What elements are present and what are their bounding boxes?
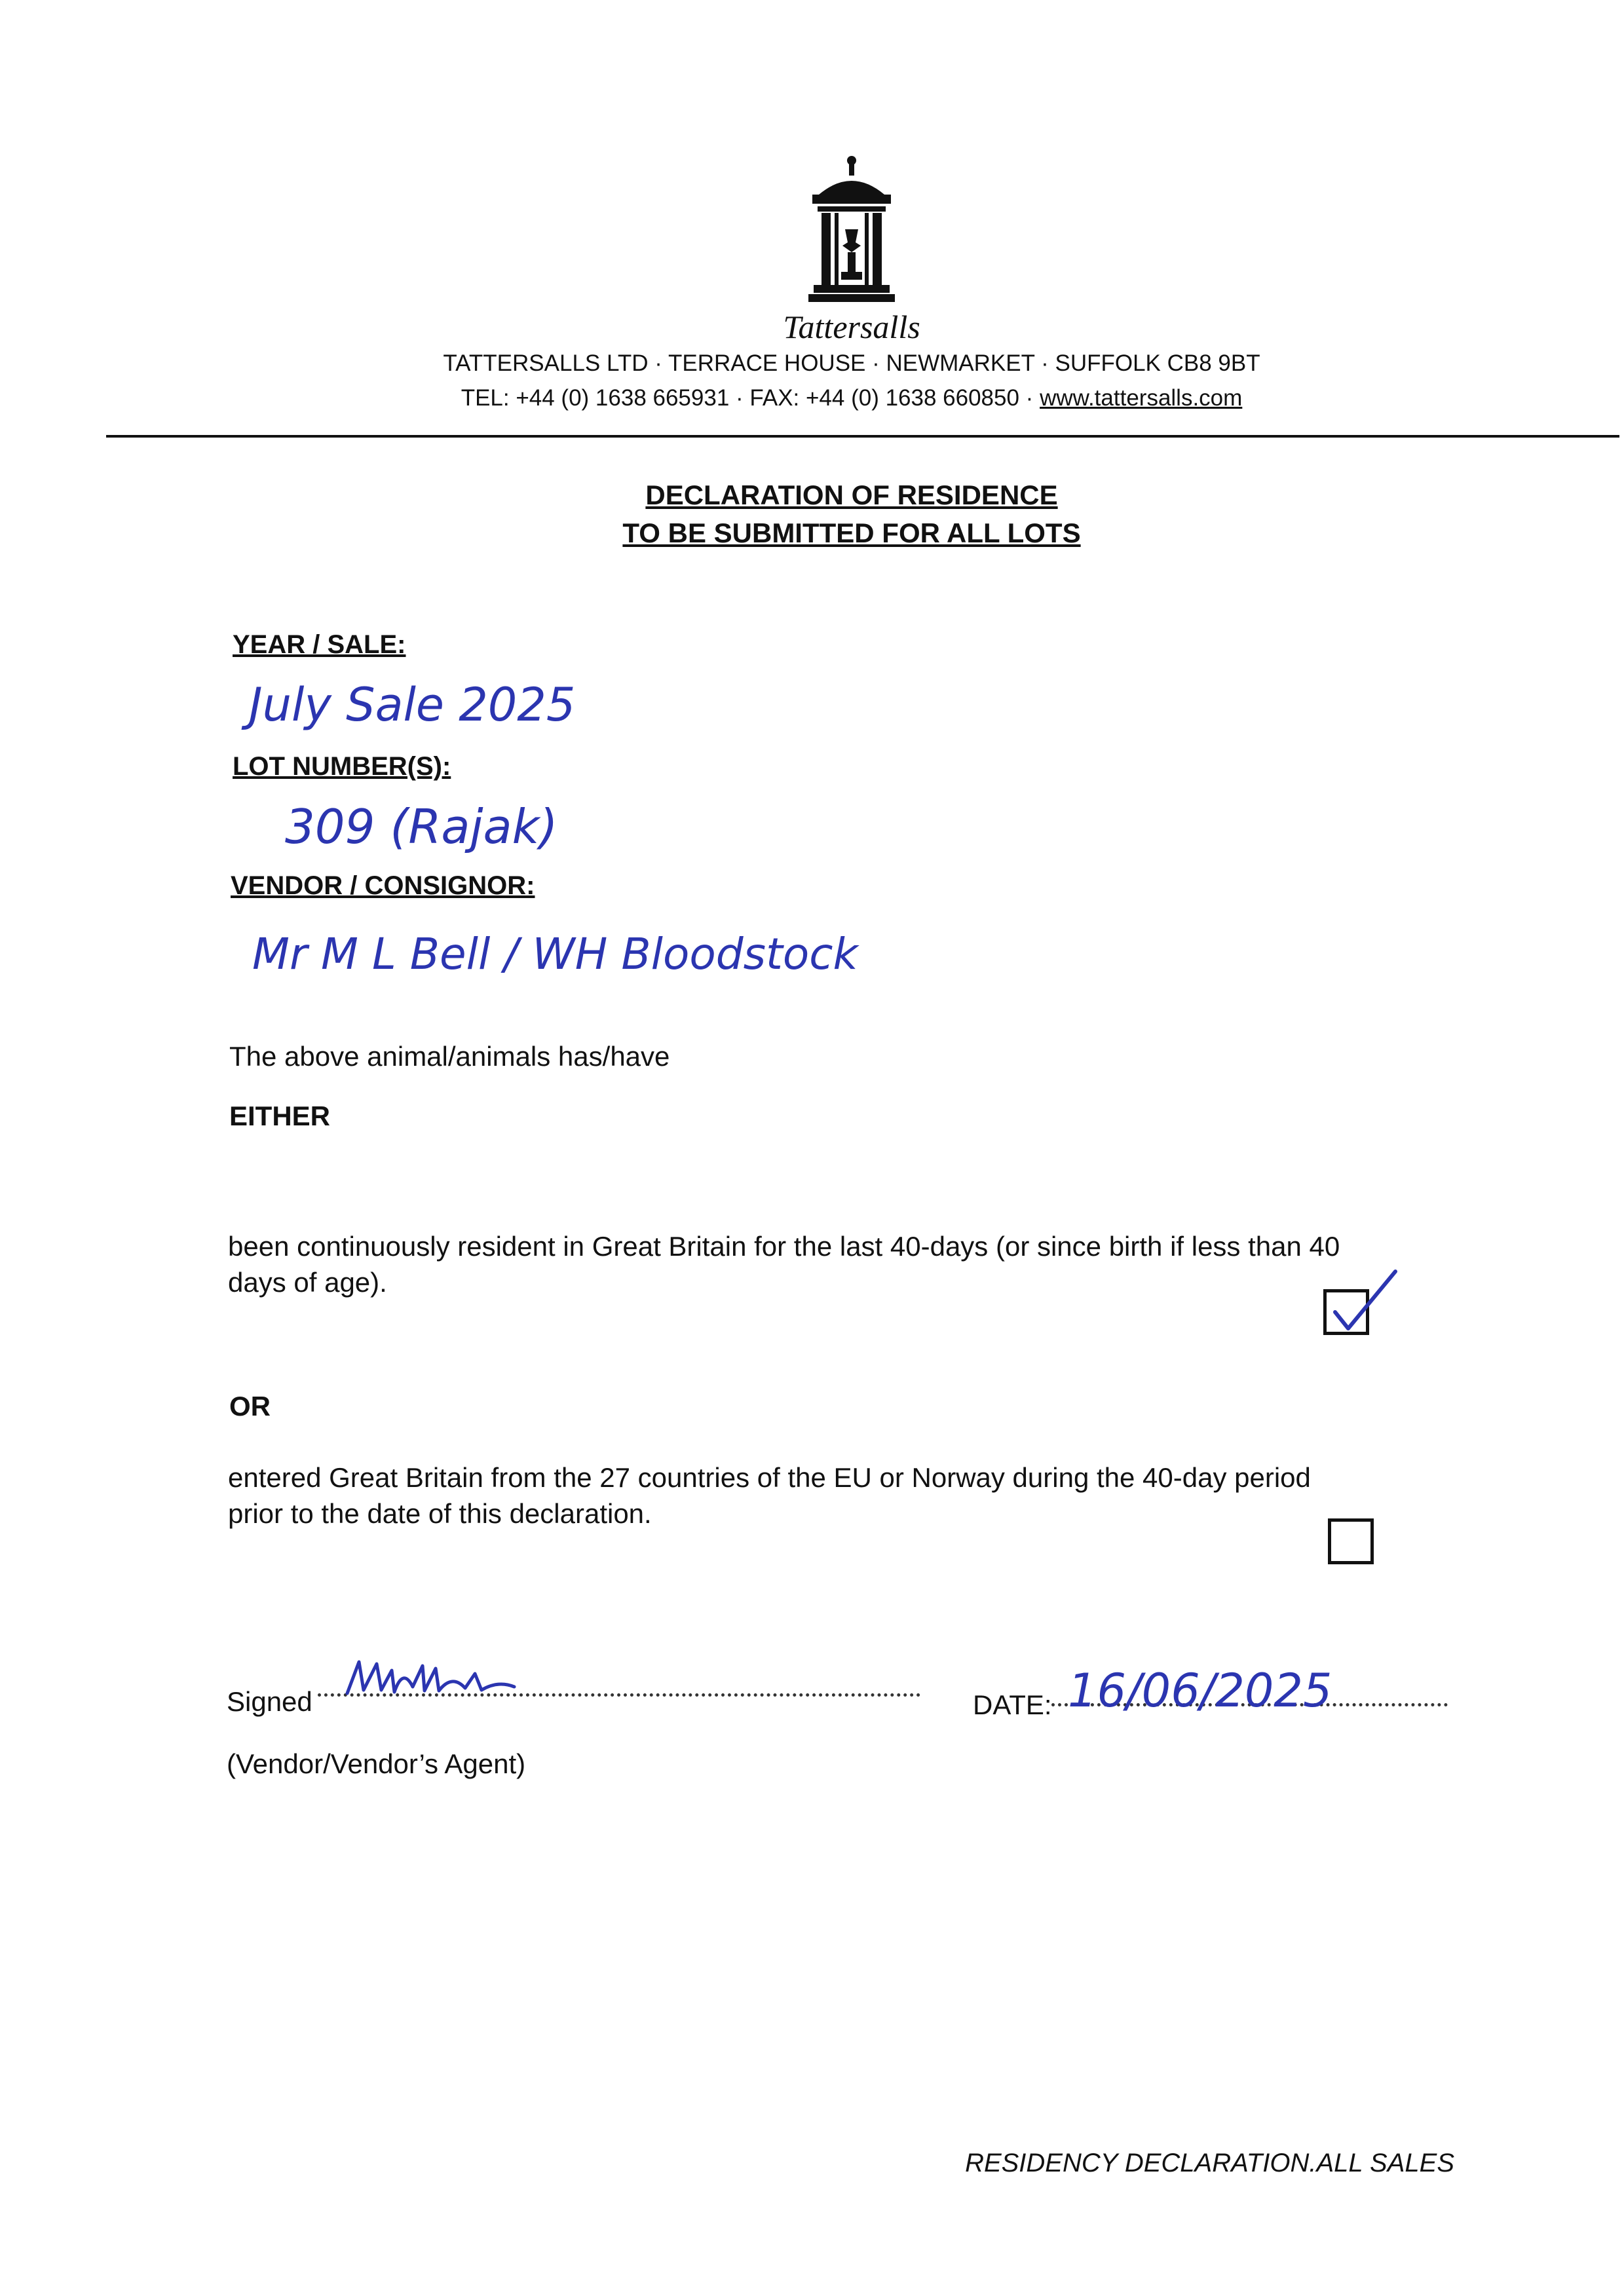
document-title: DECLARATION OF RESIDENCE	[645, 480, 1058, 510]
date-value: 16/06/2025	[1068, 1664, 1332, 1718]
date-label: DATE:	[973, 1689, 1052, 1720]
company-address: TATTERSALLS LTD · TERRACE HOUSE · NEWMARKET · SUFFOLK CB8 9BT	[443, 350, 1260, 376]
contact-numbers: TEL: +44 (0) 1638 665931 · FAX: +44 (0) 1638 660850 ·	[461, 385, 1040, 411]
option1-checkbox[interactable]	[1323, 1289, 1369, 1335]
vendor-value: Mr M L Bell / WH Bloodstock	[252, 929, 858, 979]
option2-line1: entered Great Britain from the 27 countries of the EU or Norway during the 40-day period	[228, 1462, 1311, 1493]
document-footer: RESIDENCY DECLARATION.ALL SALES	[965, 2149, 1454, 2177]
option2-checkbox[interactable]	[1328, 1518, 1374, 1564]
checkmark-icon	[1323, 1266, 1402, 1338]
intro-text: The above animal/animals has/have	[229, 1041, 670, 1072]
year-sale-label: YEAR / SALE:	[233, 630, 406, 659]
option2-text	[228, 1459, 1473, 1532]
either-label: EITHER	[229, 1101, 331, 1131]
company-contact	[328, 385, 1376, 411]
option1-line1: been continuously resident in Great Britain for the last 40-days (or since birth if less than 40	[228, 1231, 1340, 1262]
signatory-role: (Vendor/Vendor’s Agent)	[227, 1748, 526, 1779]
document-subtitle: TO BE SUBMITTED FOR ALL LOTS	[622, 518, 1081, 548]
brand-name: Tattersalls	[783, 309, 920, 345]
option1-text	[228, 1228, 1473, 1300]
option2-line2: prior to the date of this declaration.	[228, 1498, 652, 1529]
vendor-label: VENDOR / CONSIGNOR:	[231, 871, 535, 900]
website-link[interactable]: www.tattersalls.com	[1040, 385, 1243, 411]
lot-number-value: 309 (Rajak)	[285, 799, 558, 854]
or-label: OR	[229, 1391, 271, 1421]
signed-label: Signed	[227, 1686, 312, 1717]
tattersalls-logo	[799, 154, 904, 305]
option1-line2: days of age).	[228, 1267, 387, 1298]
header-divider	[106, 435, 1619, 438]
year-sale-value: July Sale 2025	[249, 678, 576, 732]
lot-number-label: LOT NUMBER(S):	[233, 752, 451, 781]
signature-scribble	[341, 1654, 524, 1706]
